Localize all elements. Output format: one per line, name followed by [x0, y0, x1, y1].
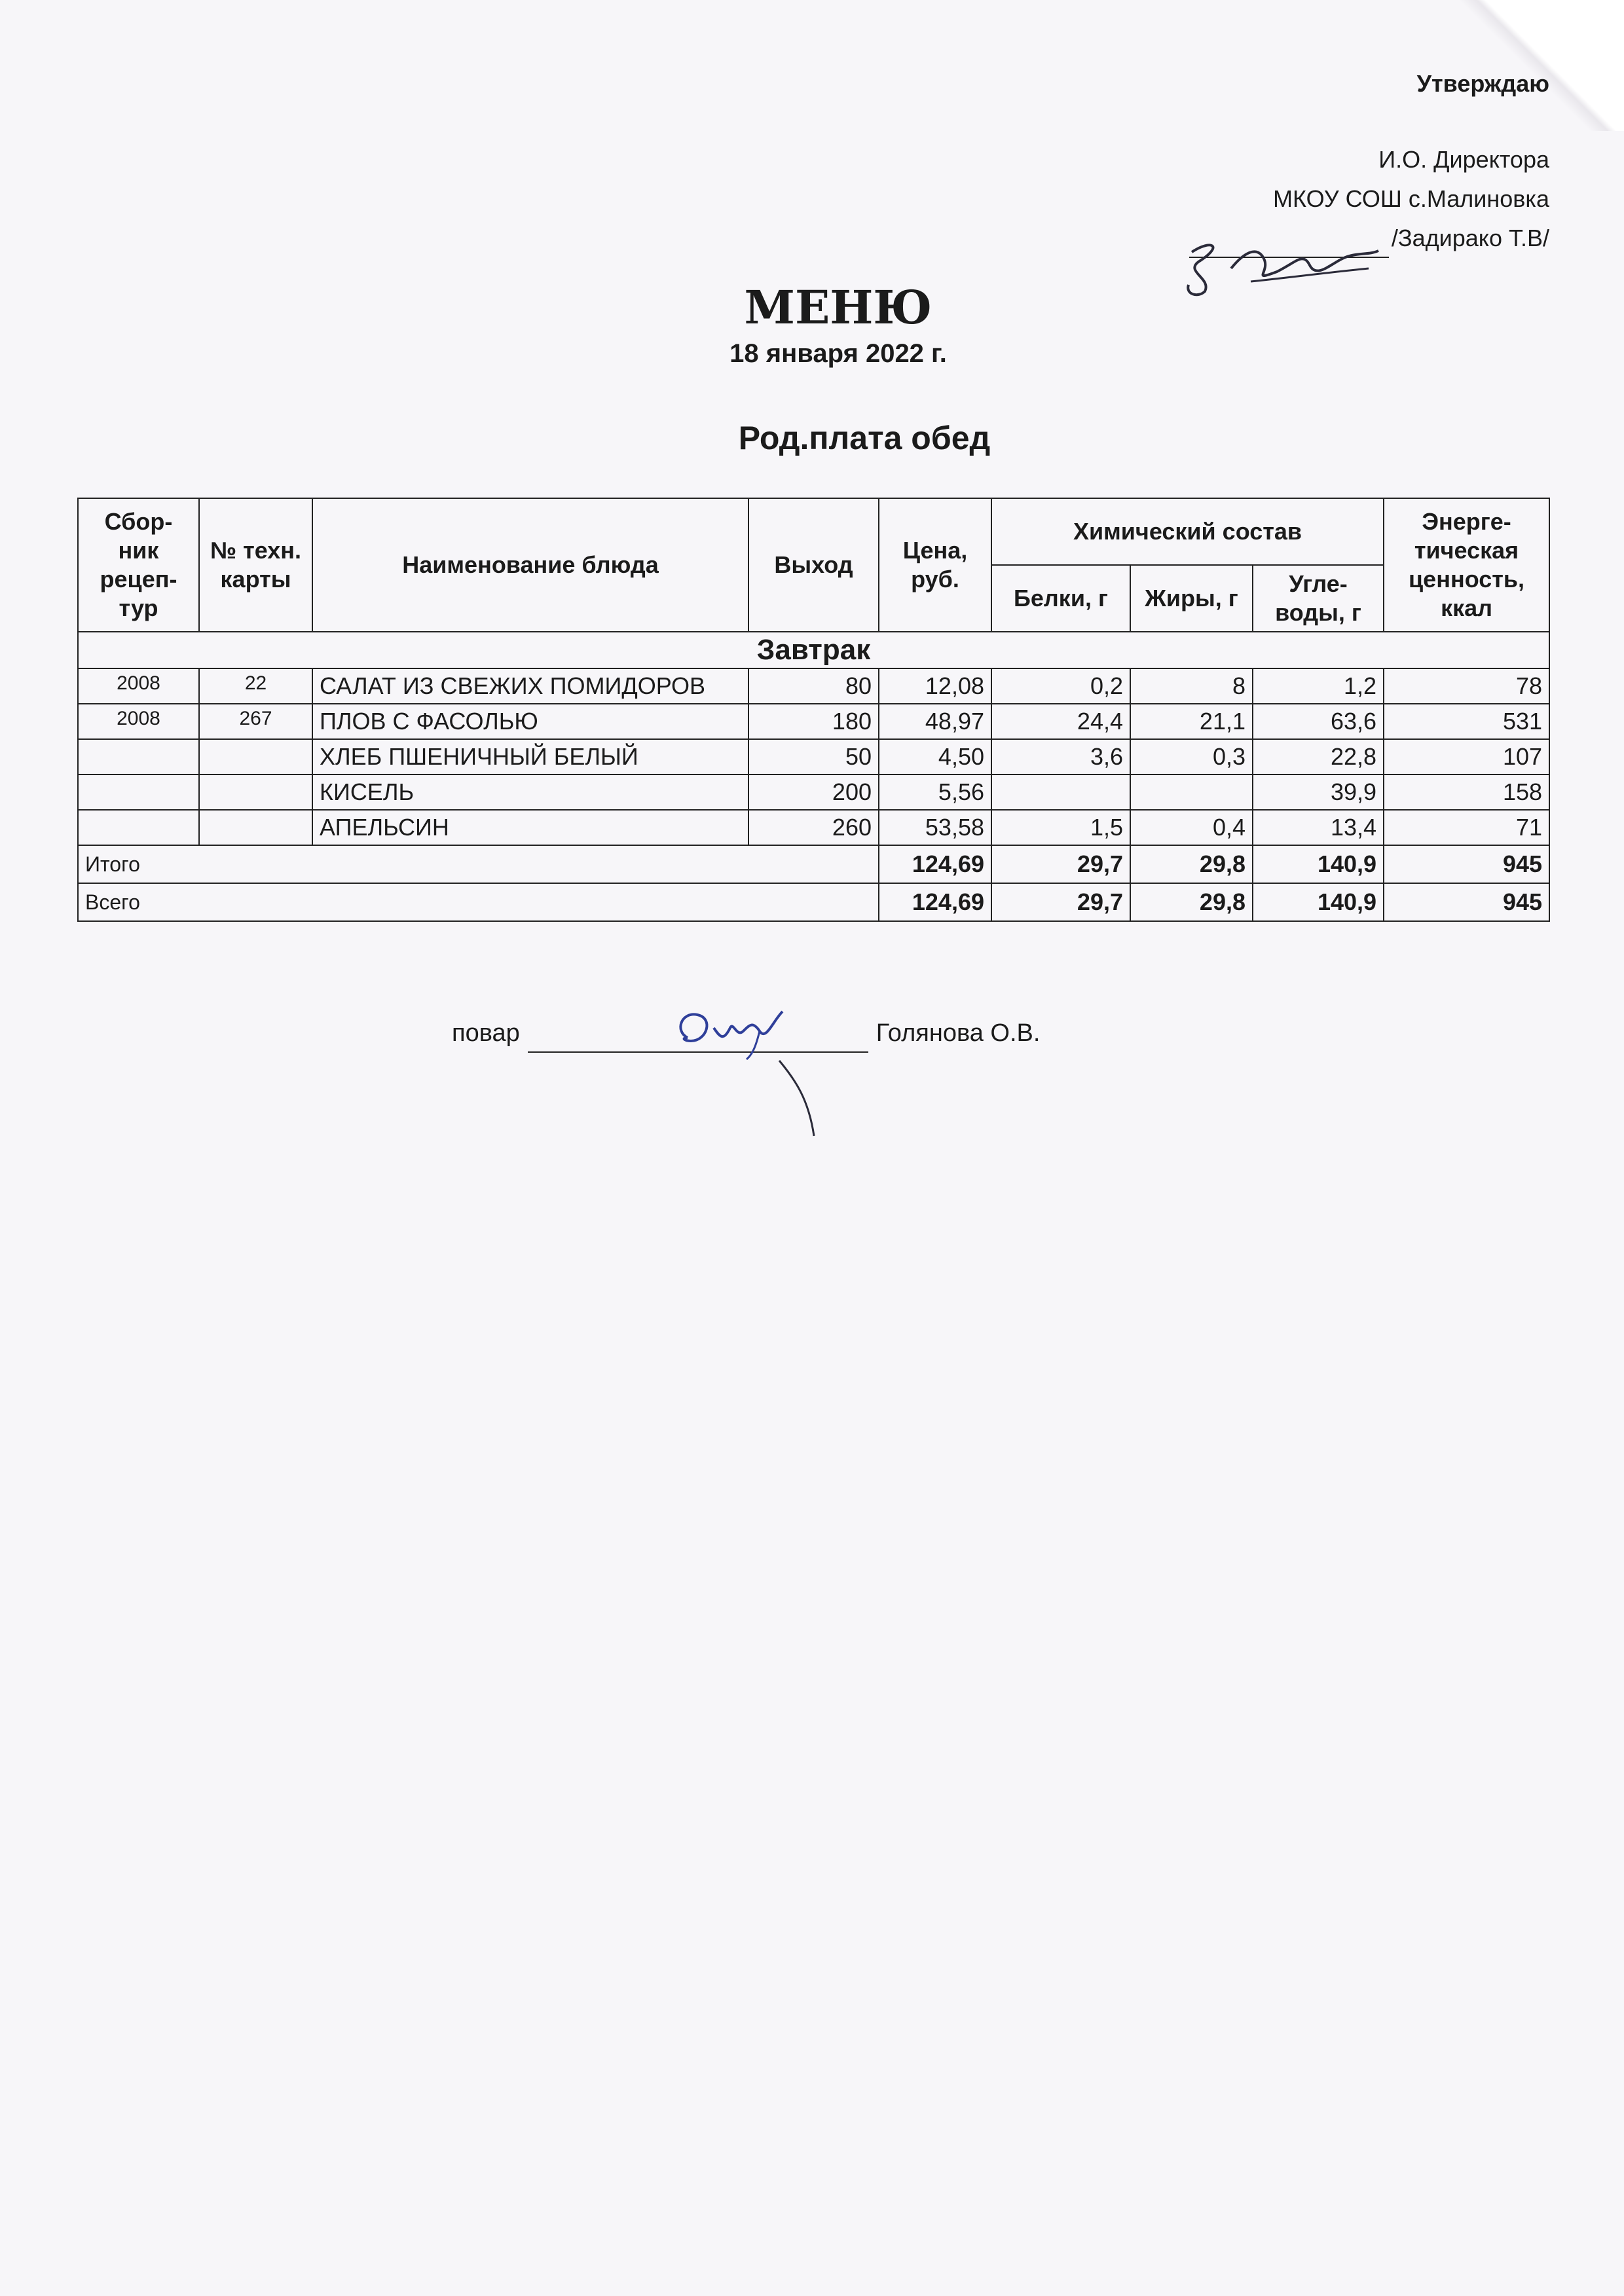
cell-dish-name: КИСЕЛЬ	[312, 774, 748, 810]
cell-collection	[78, 774, 199, 810]
document-subtitle: Род.плата обед	[738, 420, 991, 456]
total-fat: 29,8	[1130, 883, 1253, 921]
subtotal-energy: 945	[1384, 845, 1549, 883]
cell-fat	[1130, 774, 1253, 810]
cell-protein: 0,2	[991, 668, 1130, 704]
cell-fat: 21,1	[1130, 704, 1253, 739]
total-price: 124,69	[879, 883, 991, 921]
cell-price: 53,58	[879, 810, 991, 845]
cell-yield: 180	[748, 704, 879, 739]
cell-dish-name: ПЛОВ С ФАСОЛЬЮ	[312, 704, 748, 739]
cell-energy: 71	[1384, 810, 1549, 845]
cell-protein: 1,5	[991, 810, 1130, 845]
cell-energy: 78	[1384, 668, 1549, 704]
cell-fat: 0,3	[1130, 739, 1253, 774]
cell-collection	[78, 810, 199, 845]
subtotal-fat: 29,8	[1130, 845, 1253, 883]
cell-protein: 24,4	[991, 704, 1130, 739]
cell-card-number: 22	[199, 668, 312, 704]
cell-card-number	[199, 810, 312, 845]
cell-price: 5,56	[879, 774, 991, 810]
cell-yield: 80	[748, 668, 879, 704]
cell-dish-name: АПЕЛЬСИН	[312, 810, 748, 845]
cell-card-number	[199, 774, 312, 810]
total-row	[78, 883, 1549, 921]
cell-price: 48,97	[879, 704, 991, 739]
cell-protein	[991, 774, 1130, 810]
total-label: Всего	[78, 883, 879, 921]
table-header-row	[78, 498, 1549, 565]
cook-signature-image	[668, 1002, 799, 1061]
total-energy: 945	[1384, 883, 1549, 921]
menu-table	[77, 498, 1550, 922]
header-energy-value: Энерге-тическая ценность, ккал	[1384, 498, 1549, 632]
cell-carbs: 39,9	[1253, 774, 1384, 810]
table-row	[78, 810, 1549, 845]
header-card-number: № техн. карты	[199, 498, 312, 632]
subtotal-label: Итого	[78, 845, 879, 883]
table-row	[78, 739, 1549, 774]
cook-label: повар	[452, 1019, 520, 1047]
cell-fat: 0,4	[1130, 810, 1253, 845]
cell-collection: 2008	[78, 704, 199, 739]
cell-energy: 107	[1384, 739, 1549, 774]
header-fat: Жиры, г	[1130, 565, 1253, 632]
approval-organization: МКОУ СОШ с.Малиновка	[1273, 185, 1549, 212]
approval-position: И.О. Директора	[1378, 146, 1549, 173]
cell-card-number: 267	[199, 704, 312, 739]
table-row	[78, 774, 1549, 810]
approval-title: Утверждаю	[1416, 70, 1549, 97]
cell-price: 12,08	[879, 668, 991, 704]
document-title: МЕНЮ	[744, 280, 932, 335]
cell-carbs: 13,4	[1253, 810, 1384, 845]
cell-yield: 200	[748, 774, 879, 810]
cell-energy: 158	[1384, 774, 1549, 810]
cell-fat: 8	[1130, 668, 1253, 704]
table-row	[78, 704, 1549, 739]
cell-carbs: 1,2	[1253, 668, 1384, 704]
title-block	[0, 278, 1624, 370]
header-chemical-composition: Химический состав	[991, 498, 1384, 565]
subtotal-carbs: 140,9	[1253, 845, 1384, 883]
cell-card-number	[199, 739, 312, 774]
header-protein: Белки, г	[991, 565, 1130, 632]
header-dish-name: Наименование блюда	[312, 498, 748, 632]
cell-collection: 2008	[78, 668, 199, 704]
total-protein: 29,7	[991, 883, 1130, 921]
header-price: Цена, руб.	[879, 498, 991, 632]
cell-yield: 50	[748, 739, 879, 774]
document-date: 18 января 2022 г.	[729, 339, 947, 368]
header-collection: Сбор-ник рецеп-тур	[78, 498, 199, 632]
total-carbs: 140,9	[1253, 883, 1384, 921]
cell-dish-name: ХЛЕБ ПШЕНИЧНЫЙ БЕЛЫЙ	[312, 739, 748, 774]
table-row	[78, 668, 1549, 704]
subtotal-protein: 29,7	[991, 845, 1130, 883]
pen-stroke-mark	[776, 1054, 822, 1139]
header-carbs: Угле-воды, г	[1253, 565, 1384, 632]
section-title: Завтрак	[78, 632, 1549, 668]
cell-energy: 531	[1384, 704, 1549, 739]
cell-carbs: 63,6	[1253, 704, 1384, 739]
subtotal-row	[78, 845, 1549, 883]
cell-price: 4,50	[879, 739, 991, 774]
cell-yield: 260	[748, 810, 879, 845]
approval-block	[1189, 64, 1549, 258]
subtotal-price: 124,69	[879, 845, 991, 883]
header-yield: Выход	[748, 498, 879, 632]
cell-protein: 3,6	[991, 739, 1130, 774]
approval-name: /Задирако Т.В/	[1391, 225, 1549, 251]
section-row	[78, 632, 1549, 668]
cook-name: Голянова О.В.	[876, 1019, 1041, 1047]
cell-dish-name: САЛАТ ИЗ СВЕЖИХ ПОМИДОРОВ	[312, 668, 748, 704]
cell-collection	[78, 739, 199, 774]
cell-carbs: 22,8	[1253, 739, 1384, 774]
